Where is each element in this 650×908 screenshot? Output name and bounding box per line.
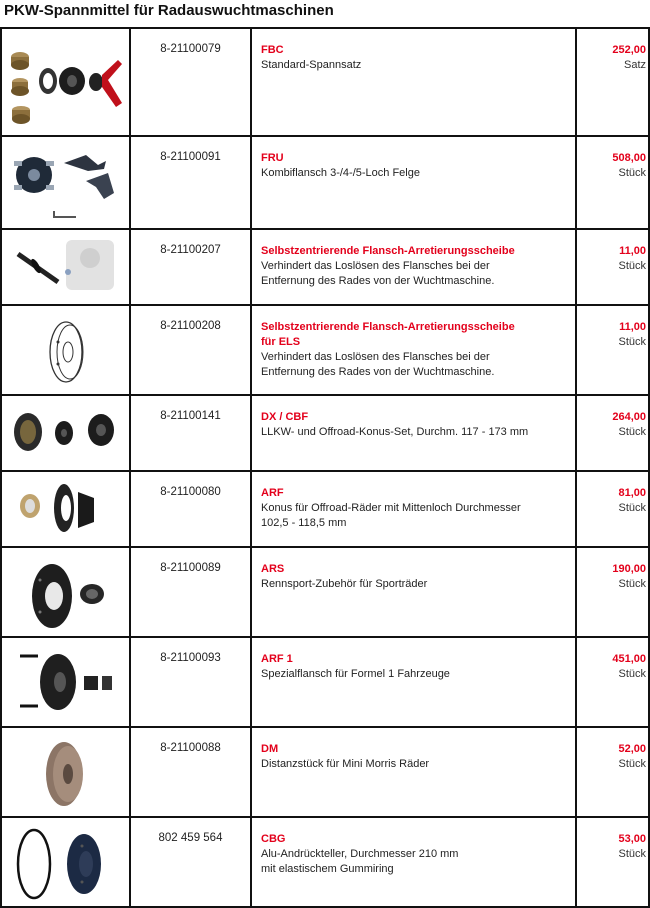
product-name: ARS <box>261 563 285 575</box>
product-description-cell <box>251 136 576 229</box>
table-row <box>1 547 649 637</box>
price-cell <box>576 727 649 817</box>
table-row <box>1 727 649 817</box>
article-number: 802 459 564 <box>130 817 251 907</box>
product-image <box>1 395 130 471</box>
product-image <box>1 229 130 305</box>
product-description: Spezialflansch für Formel 1 Fahrzeuge <box>261 668 450 680</box>
article-number: 8-21100141 <box>130 395 251 471</box>
price-cell <box>576 229 649 305</box>
price-cell <box>576 817 649 907</box>
product-name: Selbstzentrierende Flansch-Arretierungsscheibe <box>261 245 515 257</box>
product-description: Distanzstück für Mini Morris Räder <box>261 758 430 770</box>
product-image <box>1 817 130 907</box>
product-description: Standard-Spannsatz <box>261 59 362 71</box>
product-name: Selbstzentrierende Flansch-Arretierungsscheibe für ELS <box>261 321 515 348</box>
product-name: DX / CBF <box>261 411 309 423</box>
article-number: 8-21100208 <box>130 305 251 395</box>
product-description-cell <box>251 727 576 817</box>
product-name: ARF <box>261 487 284 499</box>
product-description: Verhindert das Loslösen des Flansches bei der Entfernung des Rades von der Wuchtmaschine. <box>261 260 495 287</box>
product-description-cell <box>251 305 576 395</box>
price-cell <box>576 395 649 471</box>
page-title: PKW-Spannmittel für Radauswuchtmaschinen <box>4 2 334 19</box>
product-description-cell <box>251 547 576 637</box>
product-description-cell <box>251 471 576 547</box>
price: 264,00 <box>612 411 646 423</box>
locking-disc-icon <box>2 230 129 296</box>
unit: Stück <box>618 502 646 514</box>
product-description: Konus für Offroad-Räder mit Mittenloch Durchmesser 102,5 - 118,5 mm <box>261 502 521 529</box>
product-description: Verhindert das Loslösen des Flansches bei der Entfernung des Rades von der Wuchtmaschine. <box>261 351 495 378</box>
table-row <box>1 817 649 907</box>
table-row <box>1 637 649 727</box>
cone-set-icon <box>2 29 129 135</box>
price-cell <box>576 136 649 229</box>
unit: Stück <box>618 758 646 770</box>
product-description-cell <box>251 28 576 136</box>
unit: Stück <box>618 260 646 272</box>
article-number: 8-21100079 <box>130 28 251 136</box>
product-description: Kombiflansch 3-/4-/5-Loch Felge <box>261 167 420 179</box>
article-number: 8-21100091 <box>130 136 251 229</box>
formula-flange-icon <box>2 638 129 724</box>
price: 11,00 <box>619 245 646 257</box>
price: 81,00 <box>618 487 646 499</box>
product-table <box>0 27 650 908</box>
product-image <box>1 305 130 395</box>
spacer-disc-icon <box>2 728 129 814</box>
unit: Satz <box>623 59 646 71</box>
cone-set-dark-icon <box>2 396 129 462</box>
table-row <box>1 395 649 471</box>
product-description-cell <box>251 229 576 305</box>
offroad-cone-icon <box>2 472 129 538</box>
price-cell <box>576 637 649 727</box>
article-number: 8-21100093 <box>130 637 251 727</box>
price-cell <box>576 547 649 637</box>
unit: Stück <box>618 167 646 179</box>
price: 53,00 <box>618 833 646 845</box>
product-image <box>1 471 130 547</box>
unit: Stück <box>618 848 646 860</box>
article-number: 8-21100089 <box>130 547 251 637</box>
table-row <box>1 229 649 305</box>
racing-flange-icon <box>2 548 129 634</box>
table-row <box>1 136 649 229</box>
product-name: FRU <box>261 152 284 164</box>
flange-disc-outline-icon <box>2 306 129 392</box>
table-row <box>1 28 649 136</box>
table-row <box>1 305 649 395</box>
article-number: 8-21100207 <box>130 229 251 305</box>
table-row <box>1 471 649 547</box>
price-cell <box>576 305 649 395</box>
product-name: CBG <box>261 833 286 845</box>
pressure-plate-icon <box>2 818 129 904</box>
unit: Stück <box>618 578 646 590</box>
price-cell <box>576 28 649 136</box>
article-number: 8-21100080 <box>130 471 251 547</box>
price: 52,00 <box>618 743 646 755</box>
product-name: ARF 1 <box>261 653 293 665</box>
price: 252,00 <box>612 44 646 56</box>
product-description: Rennsport-Zubehör für Sporträder <box>261 578 428 590</box>
product-image <box>1 727 130 817</box>
price: 508,00 <box>612 152 646 164</box>
product-image <box>1 547 130 637</box>
combi-flange-icon <box>2 137 129 228</box>
product-image <box>1 637 130 727</box>
product-description-cell <box>251 395 576 471</box>
product-name: DM <box>261 743 279 755</box>
price-cell <box>576 471 649 547</box>
product-name: FBC <box>261 44 284 56</box>
product-description: Alu-Andrückteller, Durchmesser 210 mm mit elastischem Gummiring <box>261 848 459 875</box>
product-description-cell <box>251 637 576 727</box>
product-description-cell <box>251 817 576 907</box>
product-image <box>1 136 130 229</box>
price: 451,00 <box>612 653 646 665</box>
product-image <box>1 28 130 136</box>
unit: Stück <box>618 426 646 438</box>
price: 190,00 <box>612 563 646 575</box>
article-number: 8-21100088 <box>130 727 251 817</box>
unit: Stück <box>618 336 646 348</box>
price: 11,00 <box>619 321 646 333</box>
product-description: LLKW- und Offroad-Konus-Set, Durchm. 117 - 173 mm <box>261 426 529 438</box>
unit: Stück <box>618 668 646 680</box>
